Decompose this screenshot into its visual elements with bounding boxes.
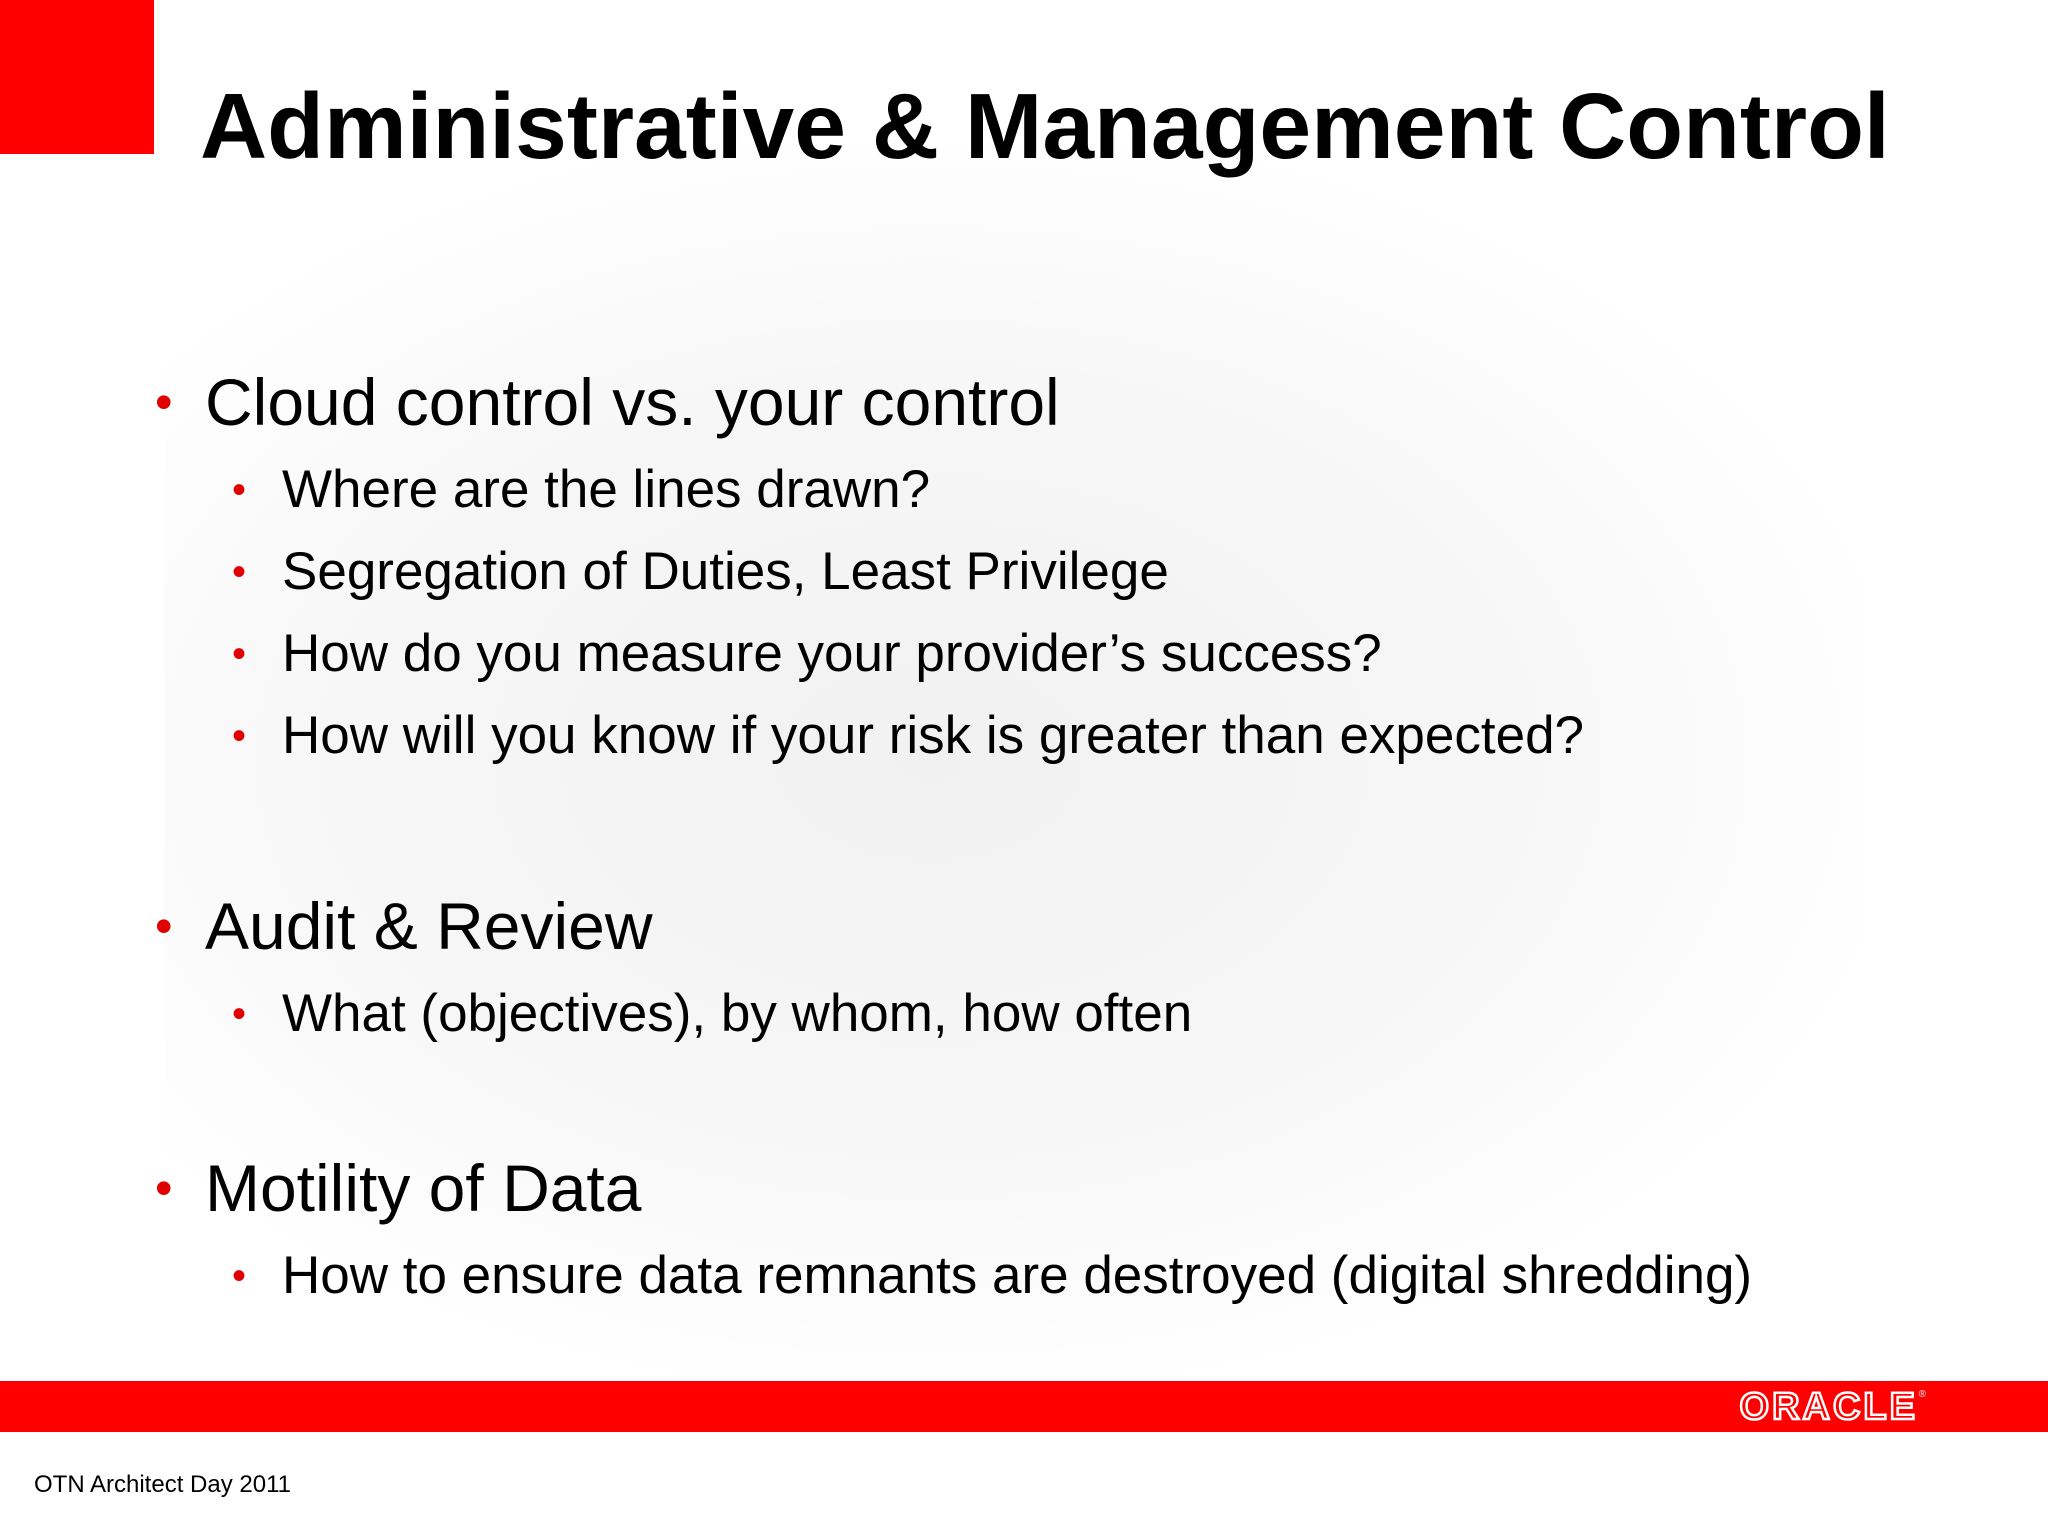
bullet-heading-motility-of-data: Motility of Data [205,1151,642,1225]
bullet-icon: • [155,1160,173,1216]
sub-bullet-icon: • [232,1254,247,1298]
bullet-heading-cloud-control: Cloud control vs. your control [205,365,1060,439]
sub-bullet-item: How will you know if your risk is greater than expected? [282,706,1585,765]
sub-bullet-icon: • [232,468,247,512]
registered-mark: ® [1918,1389,1926,1400]
sub-bullet-icon: • [232,550,247,594]
slide-title: Administrative & Management Control [200,74,1890,178]
bullet-icon: • [155,898,173,954]
sub-bullet-icon: • [232,992,247,1036]
footer-red-bar [0,1381,2048,1432]
sub-bullet-item: How to ensure data remnants are destroyed (digital shredding) [282,1246,1753,1305]
sub-bullet-item: Where are the lines drawn? [282,460,931,519]
bullet-icon: • [155,374,173,430]
sub-bullet-icon: • [232,714,247,758]
event-label: OTN Architect Day 2011 [34,1471,291,1498]
sub-bullet-item: How do you measure your provider’s success? [282,624,1382,683]
sub-bullet-item: Segregation of Duties, Least Privilege [282,542,1169,601]
sub-bullet-icon: • [232,632,247,676]
sub-bullet-item: What (objectives), by whom, how often [282,984,1193,1043]
bullet-heading-audit-review: Audit & Review [205,889,653,963]
oracle-logo: ORACLE [1739,1386,1918,1428]
